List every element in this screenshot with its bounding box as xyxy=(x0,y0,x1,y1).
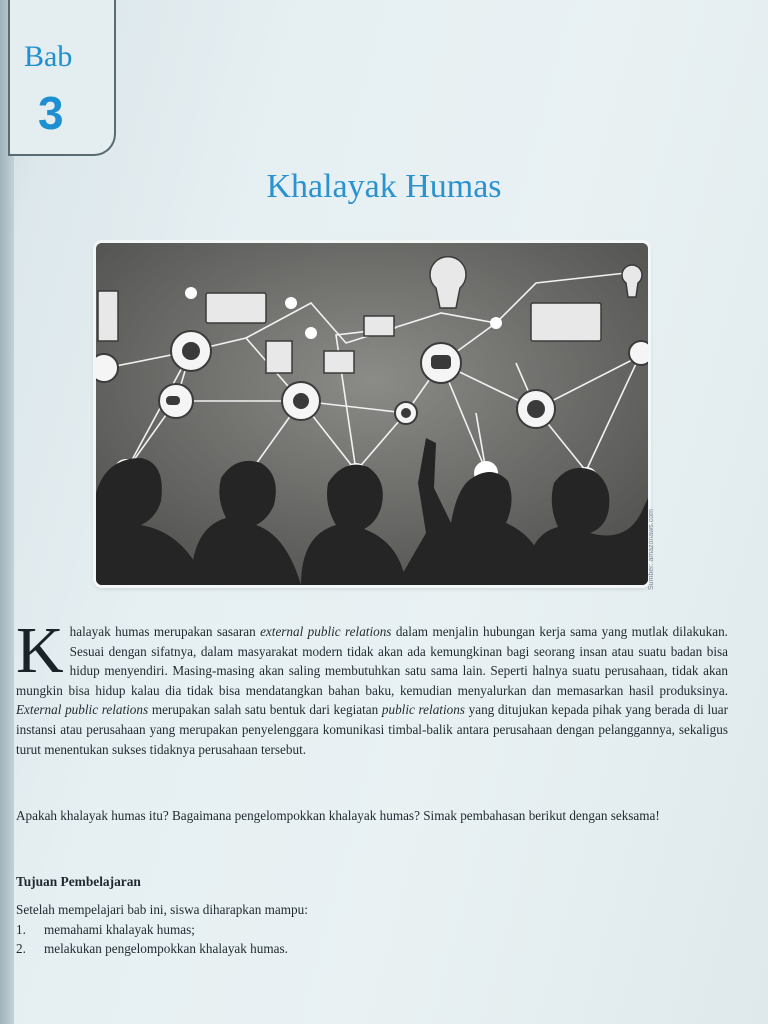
question-paragraph: Apakah khalayak humas itu? Bagaimana pengelompokkan khalayak humas? Simak pembahasan berikut dengan seksama! xyxy=(16,808,660,823)
image-credit: Sumber: amazonaws.com xyxy=(648,509,655,590)
chapter-number: 3 xyxy=(38,87,64,139)
objectives-heading: Tujuan Pembelajaran xyxy=(16,874,141,889)
list-item-text: memahami khalayak humas; xyxy=(44,922,195,937)
list-item xyxy=(16,939,288,958)
list-item-number: 2. xyxy=(16,941,26,956)
objectives-list xyxy=(16,920,288,958)
intro-paragraph xyxy=(16,614,728,759)
hero-illustration xyxy=(96,243,648,585)
italic-term: External public relations xyxy=(16,702,149,718)
drop-cap: K xyxy=(16,614,64,687)
list-item-text: melakukan pengelompokkan khalayak humas. xyxy=(44,941,288,956)
intro-paragraph-text xyxy=(16,614,728,757)
italic-term: external public relations xyxy=(260,624,392,639)
objectives-lead: Setelah mempelajari bab ini, siswa diharapkan mampu: xyxy=(16,902,308,917)
list-item xyxy=(16,920,288,939)
chapter-word: Bab xyxy=(24,40,73,73)
italic-term: public relations xyxy=(381,702,465,718)
page-title: Khalayak Humas xyxy=(266,168,502,205)
text-segment: yang ditujukan kepada pihak yang berada di luar instansi atau perusahaan yang merupakan penyelenggara komunikasi timbal-balik antara perusahaan dengan pelanggannya, sekaligus turut menentukan sukses tidaknya perusahaan tersebut. xyxy=(16,702,728,757)
list-item-number: 1. xyxy=(16,922,26,937)
text-segment: dalam menjalin hubungan kerja sama yang mutlak dilakukan. Sesuai dengan sifatnya, dalam masyarakat modern tidak akan ada kemungkinan bagi seorang insan atau suatu badan bisa hidup menyendiri. Masing-masing akan saling membutuhkan satu sama lain. Seperti halnya suatu perusahaan, tidak akan mungkin bisa hidup kalau dia tidak bisa mendatangkan bahan baku, kemudian menyalurkan dan memasarkan hasil produksinya. xyxy=(16,624,728,698)
text-segment: halayak humas merupakan sasaran xyxy=(69,624,261,639)
text-segment: merupakan salah satu bentuk dari kegiatan xyxy=(148,702,382,718)
